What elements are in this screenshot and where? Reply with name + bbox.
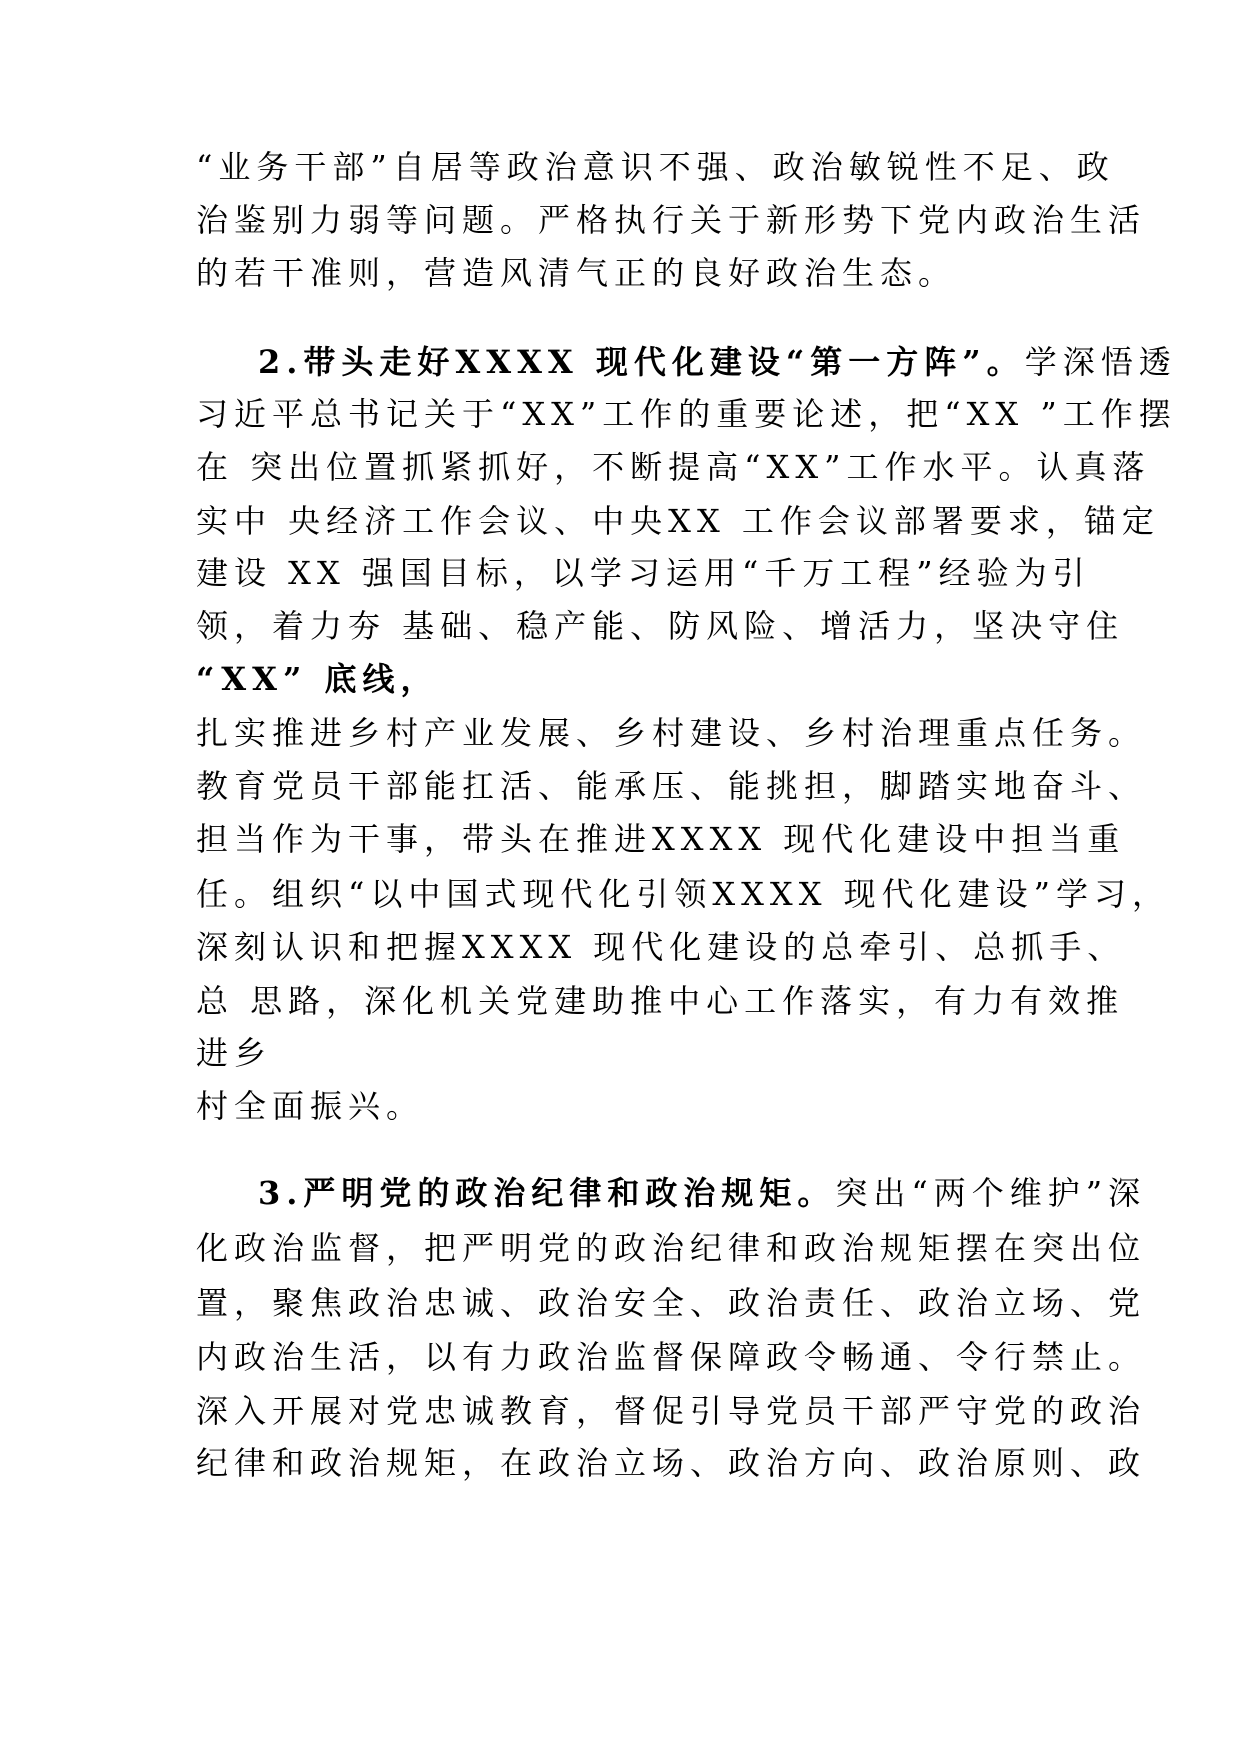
body-text-line: 领，着力夯 基础、稳产能、防风险、增活力，坚决守住 <box>196 607 1125 645</box>
heading-3-continuation: 突出“两个维护”深 <box>835 1174 1147 1212</box>
heading-2-bold-text: 2.带头走好XXXX 现代化建设“第一方阵”。 <box>258 343 1025 381</box>
body-text-line: 深刻认识和把握XXXX 现代化建设的总牵引、总抓手、 <box>196 928 1126 966</box>
body-text-line: 纪律和政治规矩，在政治立场、政治方向、政治原则、政 <box>196 1444 1147 1482</box>
body-text-line: 担当作为干事，带头在推进XXXX 现代化建设中担当重 <box>196 820 1126 858</box>
body-text-line: 进乡 <box>196 1034 273 1072</box>
body-text-line: 内政治生活，以有力政治监督保障政令畅通、令行禁止。 <box>196 1338 1147 1376</box>
body-text-line: 教育党员干部能扛活、能承压、能挑担，脚踏实地奋斗、 <box>196 767 1147 805</box>
body-text-line: “XX” 底线， <box>196 660 439 698</box>
body-text-line: 扎实推进乡村产业发展、乡村建设、乡村治理重点任务。 <box>196 714 1147 752</box>
section-heading-3 <box>258 1172 1146 1214</box>
body-text-line: “业务干部”自居等政治意识不强、政治敏锐性不足、政 <box>196 148 1115 186</box>
body-text-line: 置，聚焦政治忠诚、政治安全、政治责任、政治立场、党 <box>196 1284 1147 1322</box>
heading-2-continuation: 学深悟透 <box>1024 343 1177 381</box>
body-text-line: 化政治监督，把严明党的政治纪律和政治规矩摆在突出位 <box>196 1229 1147 1267</box>
body-text-line: 村全面振兴。 <box>196 1087 425 1125</box>
body-text-line: 深入开展对党忠诚教育，督促引导党员干部严守党的政治 <box>196 1392 1147 1430</box>
body-text-line: 习近平总书记关于“XX”工作的重要论述，把“XX ”工作摆 <box>196 395 1177 433</box>
section-heading-2 <box>258 341 1177 383</box>
heading-3-bold-text: 3.严明党的政治纪律和政治规矩。 <box>258 1174 836 1212</box>
body-text-line: 总 思路，深化机关党建助推中心工作落实，有力有效推 <box>196 982 1125 1020</box>
body-text-line: 的若干准则，营造风清气正的良好政治生态。 <box>196 254 957 292</box>
body-text-line: 建设 XX 强国目标，以学习运用“千万工程”经验为引 <box>196 554 1091 592</box>
body-text-line: 在 突出位置抓紧抓好，不断提高“XX”工作水平。认真落 <box>196 448 1151 486</box>
body-text-line: 任。组织“以中国式现代化引领XXXX 现代化建设”学习， <box>196 875 1171 913</box>
body-text-line: 治鉴别力弱等问题。严格执行关于新形势下党内政治生活 <box>196 201 1147 239</box>
body-text-line: 实中 央经济工作会议、中央XX 工作会议部署要求，锚定 <box>196 502 1160 540</box>
